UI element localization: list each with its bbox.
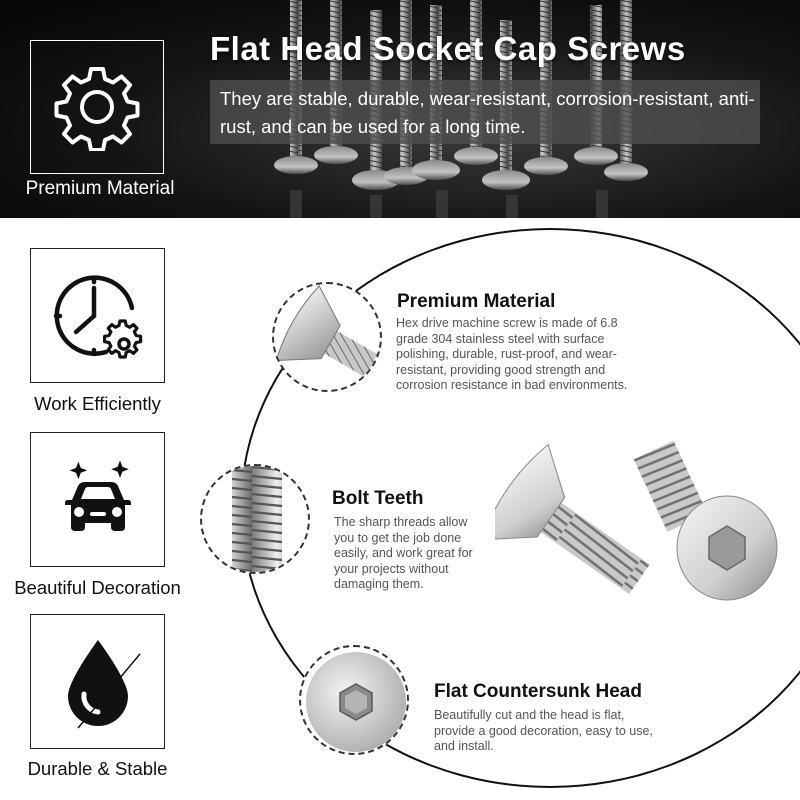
premium-material-box xyxy=(30,40,164,174)
durable-stable-label: Durable & Stable xyxy=(27,758,168,779)
page-title: Flat Head Socket Cap Screws xyxy=(210,30,686,67)
clock-gear-icon xyxy=(48,266,148,366)
bolt-teeth-thumbnail xyxy=(200,464,310,574)
top-banner xyxy=(0,0,800,218)
countersunk-head-image xyxy=(301,647,409,755)
flat-head-screw-image xyxy=(274,284,382,392)
bolt-teeth-description: The sharp threads allow you to get the job done easily, and work great for your projects without damaging them. xyxy=(334,515,473,591)
gear-icon xyxy=(53,63,141,151)
premium-material-label: Premium Material xyxy=(25,178,175,199)
countersunk-head-title: Flat Countersunk Head xyxy=(434,681,642,702)
droplet-icon xyxy=(48,632,148,732)
countersunk-head-thumbnail xyxy=(299,645,409,755)
premium-material-description: Hex drive machine screw is made of 6.8 grade 304 stainless steel with surface polishing, durable, rust-proof, and wear-resistant, providing good strength and corrosion resistance in bad environments. xyxy=(396,316,628,392)
bolt-threads-image xyxy=(202,466,310,574)
work-efficiently-box xyxy=(30,248,165,383)
durable-stable-box xyxy=(30,614,165,749)
car-sparkle-icon xyxy=(48,450,148,550)
bolt-teeth-title: Bolt Teeth xyxy=(332,488,424,509)
beautiful-decoration-box xyxy=(30,432,165,567)
screw-pair-image xyxy=(495,438,785,628)
page-subtitle: They are stable, durable, wear-resistant, corrosion-resistant, anti-rust, and can be used for a long time. xyxy=(220,88,755,137)
work-efficiently-label: Work Efficiently xyxy=(34,393,161,414)
beautiful-decoration-label: Beautiful Decoration xyxy=(14,577,181,598)
premium-material-title: Premium Material xyxy=(397,291,556,312)
premium-material-thumbnail xyxy=(272,282,382,392)
countersunk-head-description: Beautifully cut and the head is flat, provide a good decoration, easy to use, and install. xyxy=(434,708,653,753)
